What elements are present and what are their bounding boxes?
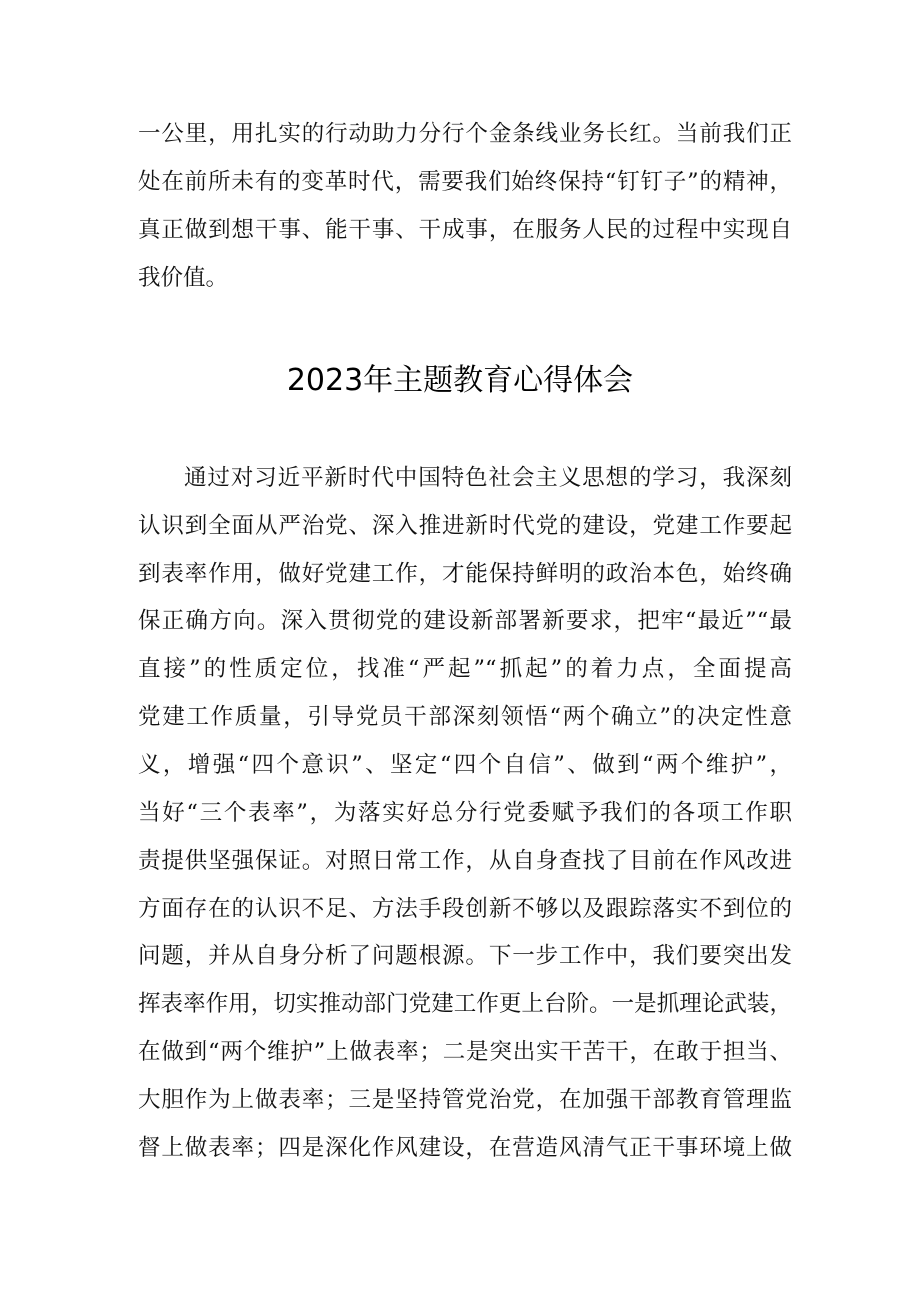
paragraph-line: 当好“三个表率”，为落实好总分行党委赋予我们的各项工作职 xyxy=(138,800,792,826)
paragraph-line: 一公里，用扎实的行动助力分行个金条线业务长红。当前我们正 xyxy=(138,121,792,147)
paragraph-line: 大胆作为上做表率；三是坚持管党治党，在加强干部教育管理监 xyxy=(138,1087,792,1113)
paragraph-line: 通过对习近平新时代中国特色社会主义思想的学习，我深刻 xyxy=(184,465,792,491)
paragraph-line: 真正做到想干事、能干事、干成事，在服务人民的过程中实现自 xyxy=(138,217,792,243)
paragraph-line: 督上做表率；四是深化作风建设，在营造风清气正干事环境上做 xyxy=(138,1135,792,1161)
paragraph-line: 党建工作质量，引导党员干部深刻领悟“两个确立”的决定性意 xyxy=(138,704,792,730)
paragraph-line: 义，增强“四个意识”、坚定“四个自信”、做到“两个维护”， xyxy=(138,752,792,778)
paragraph-line: 在做到“两个维护”上做表率；二是突出实干苦干，在敢于担当、 xyxy=(138,1039,792,1065)
paragraph-line: 挥表率作用，切实推动部门党建工作更上台阶。一是抓理论武装， xyxy=(138,991,792,1017)
document-title: 2023年主题教育心得体会 xyxy=(286,363,634,398)
paragraph-line: 责提供坚强保证。对照日常工作，从自身查找了目前在作风改进 xyxy=(138,848,792,874)
paragraph-line: 我价值。 xyxy=(138,265,229,291)
paragraph-line: 认识到全面从严治党、深入推进新时代党的建设，党建工作要起 xyxy=(138,513,792,539)
paragraph-line: 方面存在的认识不足、方法手段创新不够以及跟踪落实不到位的 xyxy=(138,896,792,922)
paragraph-line: 处在前所未有的变革时代，需要我们始终保持“钉钉子”的精神， xyxy=(138,169,792,195)
paragraph-line: 保正确方向。深入贯彻党的建设新部署新要求，把牢“最近”“最 xyxy=(138,608,792,634)
paragraph-line: 问题，并从自身分析了问题根源。下一步工作中，我们要突出发 xyxy=(138,943,792,969)
paragraph-line: 到表率作用，做好党建工作，才能保持鲜明的政治本色，始终确 xyxy=(138,561,792,587)
paragraph-line: 直接”的性质定位，找准“严起”“抓起”的着力点，全面提高 xyxy=(138,656,792,682)
